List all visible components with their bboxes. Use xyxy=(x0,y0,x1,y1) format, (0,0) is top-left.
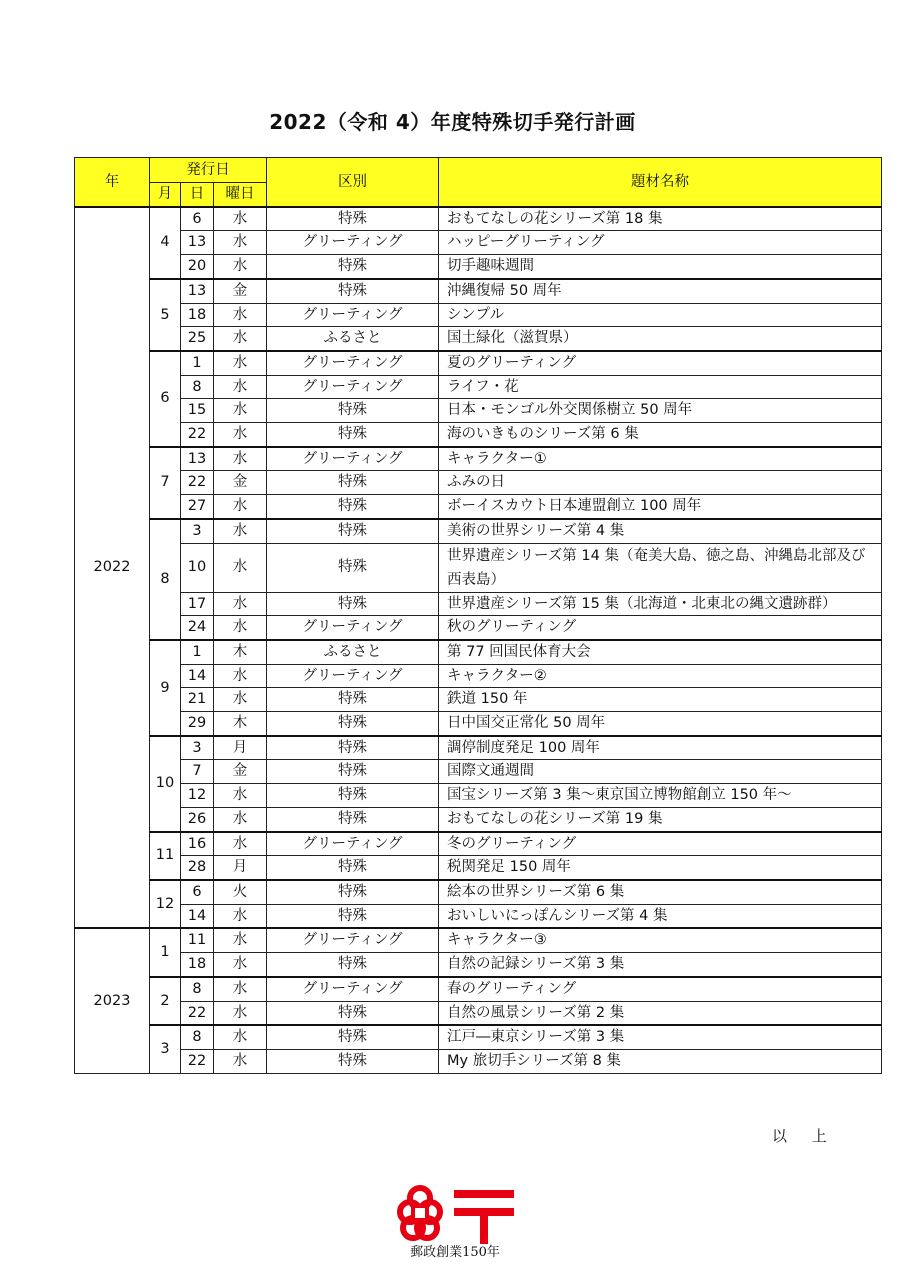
day-cell: 15 xyxy=(181,399,214,423)
day-cell: 24 xyxy=(181,616,214,640)
month-cell: 8 xyxy=(150,519,181,640)
category-cell: 特殊 xyxy=(267,904,439,928)
weekday-cell: 水 xyxy=(214,351,267,375)
weekday-cell: 水 xyxy=(214,664,267,688)
table-row xyxy=(75,856,882,880)
subject-cell: 世界遺産シリーズ第 14 集（奄美大島、徳之島、沖縄島北部及び西表島） xyxy=(439,543,882,592)
table-row xyxy=(75,255,882,279)
weekday-cell: 水 xyxy=(214,231,267,255)
table-row xyxy=(75,760,882,784)
day-cell: 6 xyxy=(181,207,214,231)
weekday-cell: 水 xyxy=(214,399,267,423)
year-cell: 2022 xyxy=(75,207,150,929)
day-cell: 11 xyxy=(181,928,214,952)
weekday-cell: 水 xyxy=(214,255,267,279)
table-row xyxy=(75,375,882,399)
weekday-cell: 水 xyxy=(214,616,267,640)
category-cell: ふるさと xyxy=(267,327,439,351)
subject-cell: 日本・モンゴル外交関係樹立 50 周年 xyxy=(439,399,882,423)
table-row xyxy=(75,880,882,904)
subject-cell: シンプル xyxy=(439,303,882,327)
day-cell: 8 xyxy=(181,1025,214,1049)
table-row xyxy=(75,519,882,543)
subject-cell: 鉄道 150 年 xyxy=(439,688,882,712)
day-cell: 1 xyxy=(181,640,214,664)
table-row xyxy=(75,640,882,664)
table-row xyxy=(75,399,882,423)
subject-cell: 日中国交正常化 50 周年 xyxy=(439,712,882,736)
subject-cell: ふみの日 xyxy=(439,471,882,495)
day-cell: 14 xyxy=(181,904,214,928)
month-cell: 12 xyxy=(150,880,181,928)
table-row xyxy=(75,807,882,831)
table-row xyxy=(75,928,882,952)
subject-cell: 美術の世界シリーズ第 4 集 xyxy=(439,519,882,543)
category-cell: 特殊 xyxy=(267,471,439,495)
subject-cell: 江戸―東京シリーズ第 3 集 xyxy=(439,1025,882,1049)
day-cell: 28 xyxy=(181,856,214,880)
weekday-cell: 水 xyxy=(214,207,267,231)
category-cell: 特殊 xyxy=(267,856,439,880)
day-cell: 8 xyxy=(181,977,214,1001)
subject-cell: 自然の風景シリーズ第 2 集 xyxy=(439,1001,882,1025)
year-cell: 2023 xyxy=(75,928,150,1073)
day-cell: 18 xyxy=(181,303,214,327)
day-cell: 8 xyxy=(181,375,214,399)
day-cell: 1 xyxy=(181,351,214,375)
subject-cell: 税関発足 150 周年 xyxy=(439,856,882,880)
weekday-cell: 水 xyxy=(214,592,267,616)
day-cell: 13 xyxy=(181,447,214,471)
table-row xyxy=(75,664,882,688)
table-row xyxy=(75,736,882,760)
category-cell: 特殊 xyxy=(267,1025,439,1049)
table-row xyxy=(75,231,882,255)
weekday-cell: 水 xyxy=(214,543,267,592)
subject-cell: ボーイスカウト日本連盟創立 100 周年 xyxy=(439,495,882,519)
weekday-cell: 火 xyxy=(214,880,267,904)
day-cell: 3 xyxy=(181,736,214,760)
month-cell: 5 xyxy=(150,279,181,351)
day-cell: 18 xyxy=(181,953,214,977)
day-cell: 29 xyxy=(181,712,214,736)
category-cell: 特殊 xyxy=(267,1049,439,1073)
table-row xyxy=(75,447,882,471)
day-cell: 6 xyxy=(181,880,214,904)
weekday-cell: 水 xyxy=(214,519,267,543)
weekday-cell: 水 xyxy=(214,807,267,831)
month-cell: 6 xyxy=(150,351,181,447)
weekday-cell: 木 xyxy=(214,640,267,664)
subject-cell: 切手趣味週間 xyxy=(439,255,882,279)
subject-cell: ハッピーグリーティング xyxy=(439,231,882,255)
day-cell: 22 xyxy=(181,471,214,495)
day-cell: 22 xyxy=(181,423,214,447)
category-cell: グリーティング xyxy=(267,832,439,856)
weekday-cell: 水 xyxy=(214,303,267,327)
category-cell: グリーティング xyxy=(267,977,439,1001)
weekday-cell: 水 xyxy=(214,423,267,447)
category-cell: 特殊 xyxy=(267,688,439,712)
weekday-cell: 月 xyxy=(214,736,267,760)
category-cell: グリーティング xyxy=(267,351,439,375)
subject-cell: 春のグリーティング xyxy=(439,977,882,1001)
subject-cell: おもてなしの花シリーズ第 19 集 xyxy=(439,807,882,831)
weekday-cell: 水 xyxy=(214,1049,267,1073)
table-row xyxy=(75,904,882,928)
weekday-cell: 月 xyxy=(214,856,267,880)
table-row xyxy=(75,303,882,327)
weekday-cell: 水 xyxy=(214,953,267,977)
subject-cell: 秋のグリーティング xyxy=(439,616,882,640)
subject-cell: 海のいきものシリーズ第 6 集 xyxy=(439,423,882,447)
category-cell: 特殊 xyxy=(267,736,439,760)
category-cell: 特殊 xyxy=(267,255,439,279)
day-cell: 22 xyxy=(181,1001,214,1025)
weekday-cell: 水 xyxy=(214,375,267,399)
weekday-cell: 水 xyxy=(214,688,267,712)
header-weekday: 曜日 xyxy=(214,183,267,207)
weekday-cell: 木 xyxy=(214,712,267,736)
weekday-cell: 水 xyxy=(214,447,267,471)
category-cell: 特殊 xyxy=(267,760,439,784)
table-row xyxy=(75,1049,882,1073)
weekday-cell: 水 xyxy=(214,1025,267,1049)
subject-cell: 世界遺産シリーズ第 15 集（北海道・北東北の縄文遺跡群） xyxy=(439,592,882,616)
day-cell: 25 xyxy=(181,327,214,351)
category-cell: グリーティング xyxy=(267,375,439,399)
table-row xyxy=(75,327,882,351)
table-row xyxy=(75,616,882,640)
table-row xyxy=(75,471,882,495)
category-cell: 特殊 xyxy=(267,399,439,423)
category-cell: ふるさと xyxy=(267,640,439,664)
weekday-cell: 金 xyxy=(214,760,267,784)
category-cell: 特殊 xyxy=(267,543,439,592)
header-month: 月 xyxy=(150,183,181,207)
header-category: 区別 xyxy=(267,158,439,207)
day-cell: 13 xyxy=(181,231,214,255)
weekday-cell: 水 xyxy=(214,928,267,952)
table-row xyxy=(75,495,882,519)
category-cell: グリーティング xyxy=(267,447,439,471)
subject-cell: 国土緑化（滋賀県） xyxy=(439,327,882,351)
category-cell: 特殊 xyxy=(267,592,439,616)
month-cell: 11 xyxy=(150,832,181,880)
page-title: 2022（令和 4）年度特殊切手発行計画 xyxy=(269,110,636,134)
subject-cell: 冬のグリーティング xyxy=(439,832,882,856)
category-cell: 特殊 xyxy=(267,519,439,543)
subject-cell: 国宝シリーズ第 3 集～東京国立博物館創立 150 年～ xyxy=(439,784,882,808)
month-cell: 2 xyxy=(150,977,181,1025)
subject-cell: おもてなしの花シリーズ第 18 集 xyxy=(439,207,882,231)
table-row xyxy=(75,207,882,231)
table-row xyxy=(75,977,882,1001)
category-cell: グリーティング xyxy=(267,928,439,952)
month-cell: 10 xyxy=(150,736,181,832)
day-cell: 27 xyxy=(181,495,214,519)
category-cell: 特殊 xyxy=(267,880,439,904)
day-cell: 20 xyxy=(181,255,214,279)
stamp-issue-plan-table xyxy=(74,157,882,1074)
table-row xyxy=(75,688,882,712)
subject-cell: キャラクター① xyxy=(439,447,882,471)
category-cell: 特殊 xyxy=(267,712,439,736)
day-cell: 13 xyxy=(181,279,214,303)
table-row xyxy=(75,1025,882,1049)
table-row xyxy=(75,953,882,977)
category-cell: グリーティング xyxy=(267,303,439,327)
weekday-cell: 水 xyxy=(214,904,267,928)
table-row xyxy=(75,351,882,375)
day-cell: 21 xyxy=(181,688,214,712)
day-cell: 12 xyxy=(181,784,214,808)
subject-cell: ライフ・花 xyxy=(439,375,882,399)
table-row xyxy=(75,279,882,303)
month-cell: 4 xyxy=(150,207,181,279)
day-cell: 22 xyxy=(181,1049,214,1073)
category-cell: 特殊 xyxy=(267,1001,439,1025)
header-subject: 題材名称 xyxy=(439,158,882,207)
subject-cell: 第 77 回国民体育大会 xyxy=(439,640,882,664)
weekday-cell: 水 xyxy=(214,1001,267,1025)
category-cell: 特殊 xyxy=(267,207,439,231)
category-cell: グリーティング xyxy=(267,231,439,255)
table-row xyxy=(75,1001,882,1025)
day-cell: 17 xyxy=(181,592,214,616)
table-row xyxy=(75,784,882,808)
subject-cell: おいしいにっぽんシリーズ第 4 集 xyxy=(439,904,882,928)
table-row xyxy=(75,712,882,736)
day-cell: 14 xyxy=(181,664,214,688)
closing-mark: 以 上 xyxy=(772,1127,837,1145)
category-cell: 特殊 xyxy=(267,423,439,447)
weekday-cell: 水 xyxy=(214,327,267,351)
weekday-cell: 水 xyxy=(214,784,267,808)
weekday-cell: 金 xyxy=(214,279,267,303)
subject-cell: 調停制度発足 100 周年 xyxy=(439,736,882,760)
day-cell: 10 xyxy=(181,543,214,592)
header-issue-date: 発行日 xyxy=(150,158,267,183)
header-day: 日 xyxy=(181,183,214,207)
category-cell: グリーティング xyxy=(267,616,439,640)
anniversary-caption: 郵政創業150年 xyxy=(410,1245,500,1260)
category-cell: 特殊 xyxy=(267,495,439,519)
day-cell: 16 xyxy=(181,832,214,856)
table-row xyxy=(75,592,882,616)
table-row xyxy=(75,423,882,447)
category-cell: 特殊 xyxy=(267,807,439,831)
day-cell: 26 xyxy=(181,807,214,831)
subject-cell: My 旅切手シリーズ第 8 集 xyxy=(439,1049,882,1073)
subject-cell: キャラクター② xyxy=(439,664,882,688)
category-cell: 特殊 xyxy=(267,953,439,977)
subject-cell: 国際文通週間 xyxy=(439,760,882,784)
table-row xyxy=(75,543,882,592)
month-cell: 9 xyxy=(150,640,181,736)
weekday-cell: 金 xyxy=(214,471,267,495)
month-cell: 1 xyxy=(150,928,181,976)
day-cell: 3 xyxy=(181,519,214,543)
month-cell: 3 xyxy=(150,1025,181,1073)
month-cell: 7 xyxy=(150,447,181,519)
category-cell: 特殊 xyxy=(267,784,439,808)
subject-cell: 自然の記録シリーズ第 3 集 xyxy=(439,953,882,977)
subject-cell: 夏のグリーティング xyxy=(439,351,882,375)
subject-cell: 絵本の世界シリーズ第 6 集 xyxy=(439,880,882,904)
subject-cell: 沖縄復帰 50 周年 xyxy=(439,279,882,303)
weekday-cell: 水 xyxy=(214,495,267,519)
day-cell: 7 xyxy=(181,760,214,784)
header-year: 年 xyxy=(75,158,150,207)
weekday-cell: 水 xyxy=(214,977,267,1001)
category-cell: 特殊 xyxy=(267,279,439,303)
subject-cell: キャラクター③ xyxy=(439,928,882,952)
table-row xyxy=(75,832,882,856)
category-cell: グリーティング xyxy=(267,664,439,688)
weekday-cell: 水 xyxy=(214,832,267,856)
